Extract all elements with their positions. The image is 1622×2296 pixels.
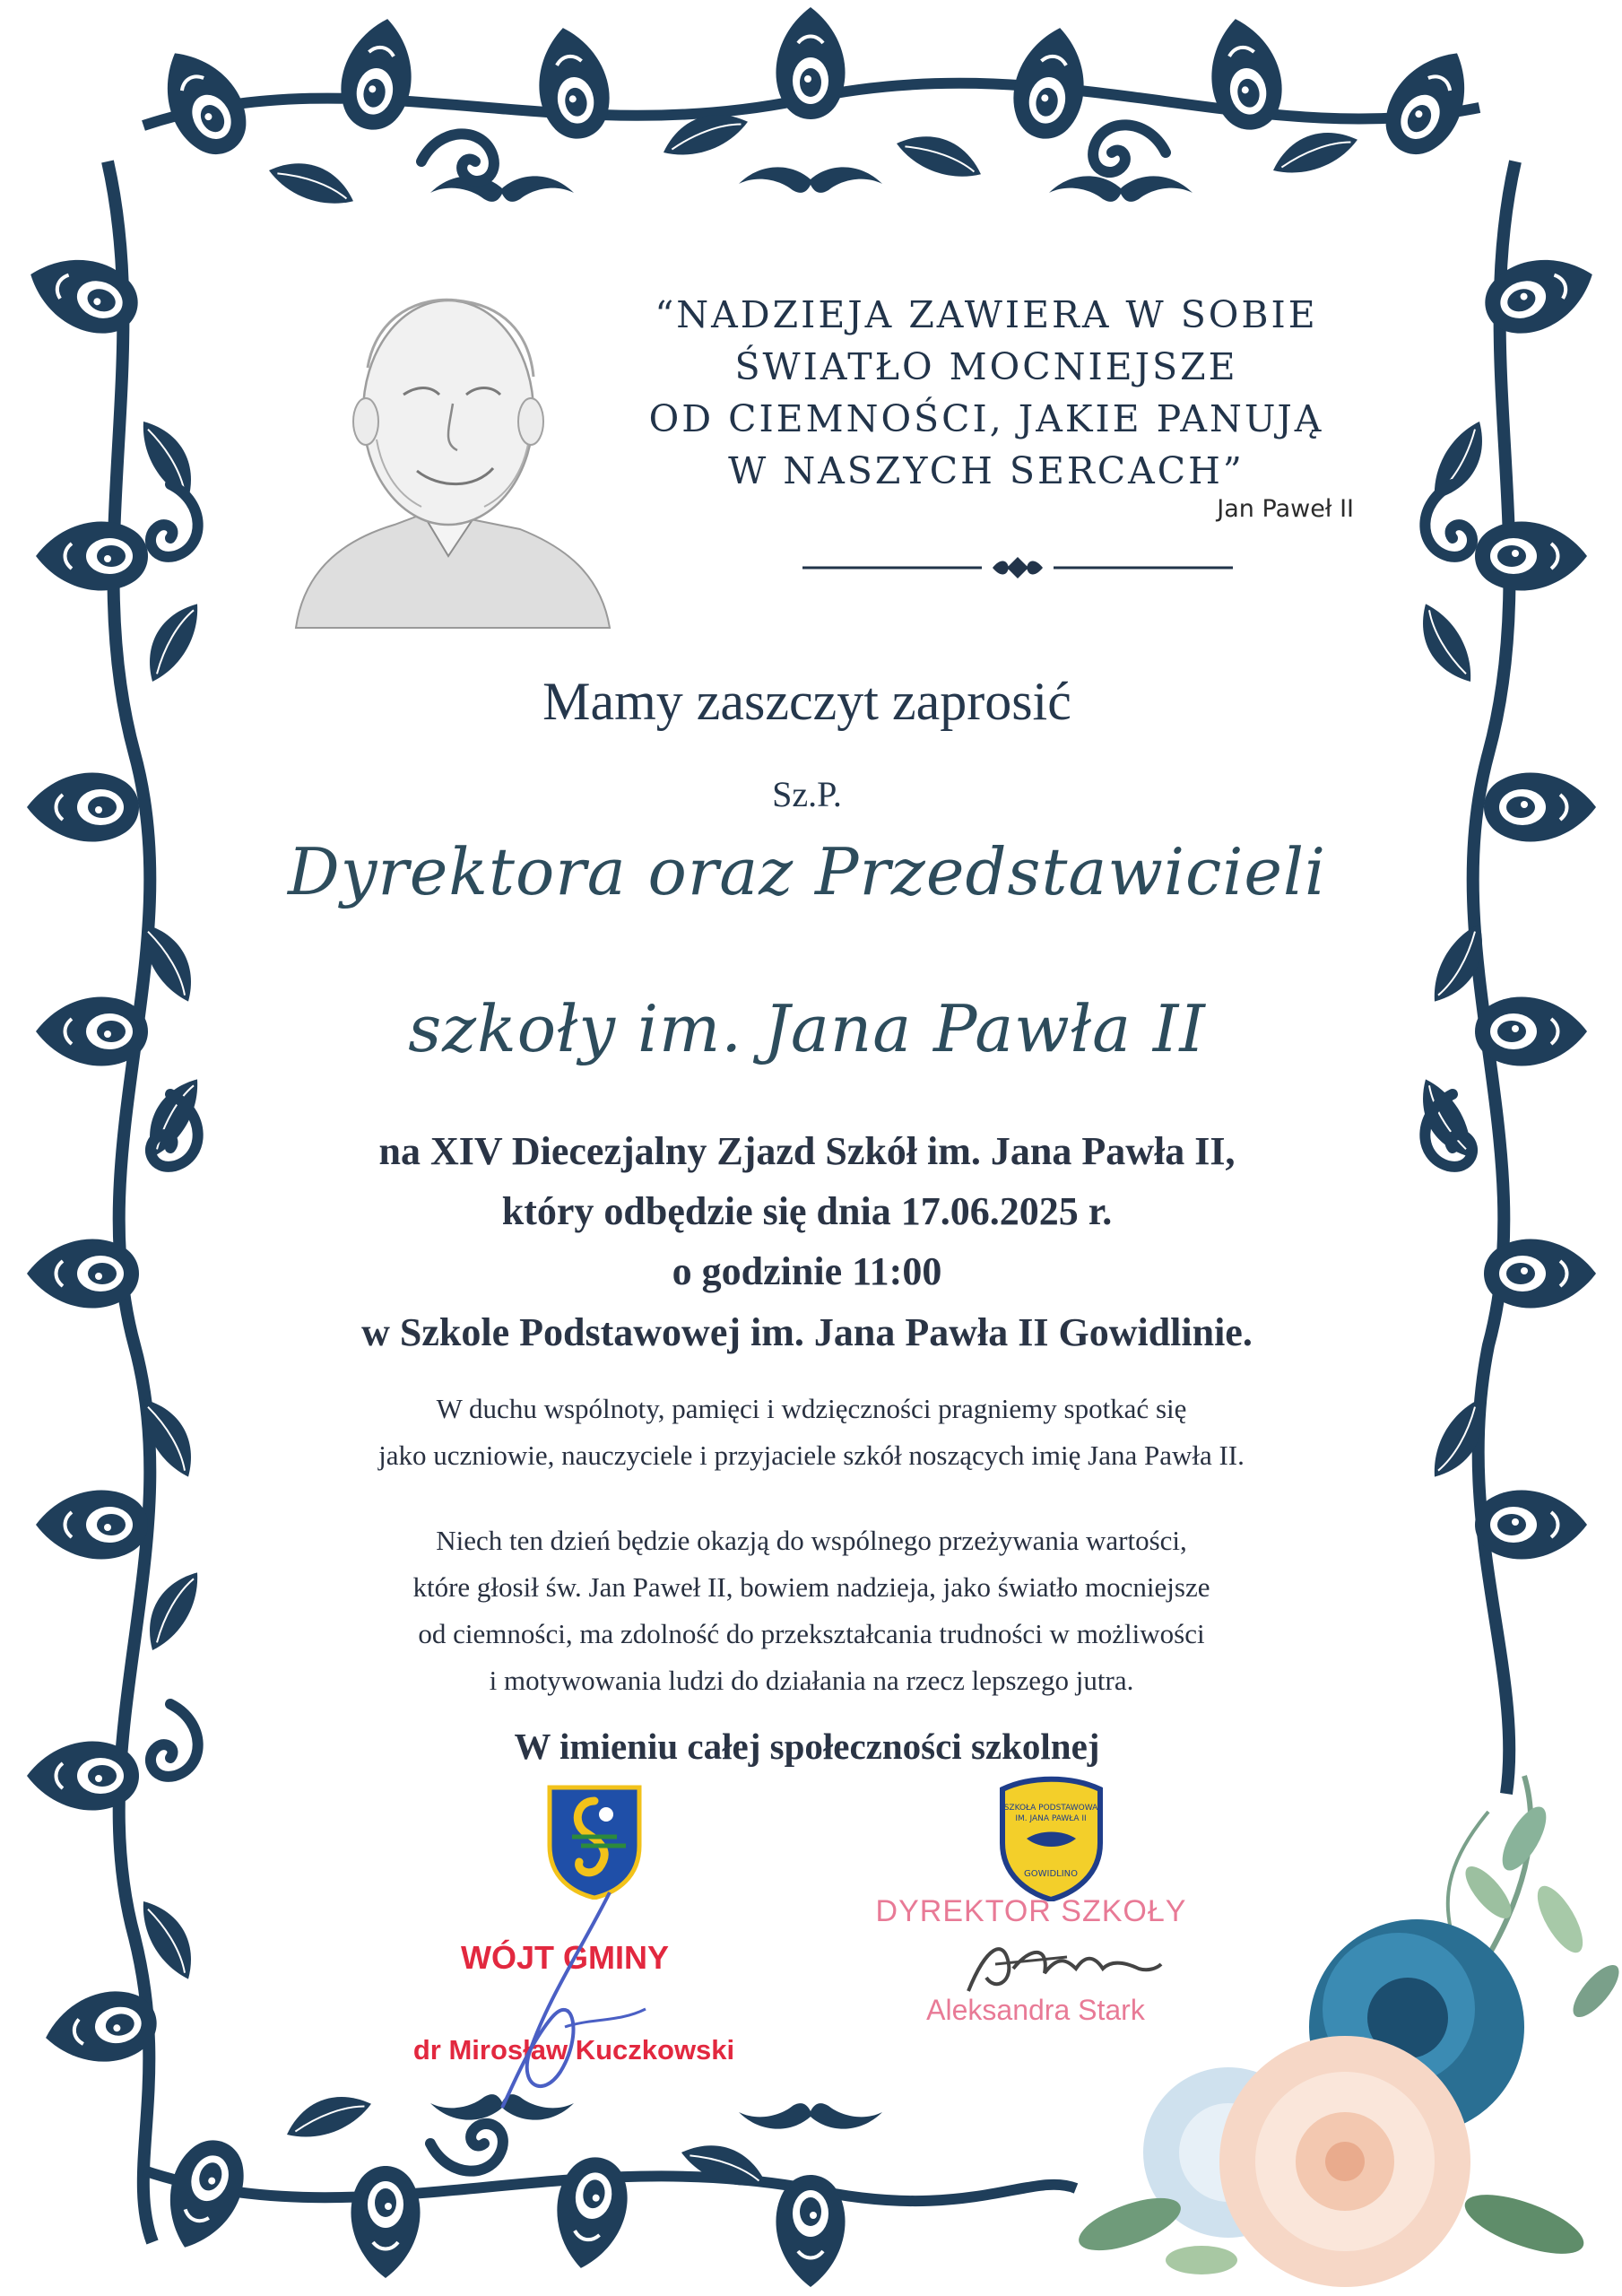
invitation-heading: Mamy zaszczyt zaprosić: [542, 672, 1071, 731]
quote-author: Jan Paweł II: [1217, 495, 1354, 523]
paragraph-1-line: jako uczniowie, nauczyciele i przyjaciele szkół noszących imię Jana Pawła II.: [378, 1439, 1245, 1471]
dyrektor-stamp-name: Aleksandra Stark: [926, 1994, 1145, 2026]
paragraph-2-line: które głosił św. Jan Paweł II, bowiem nadzieja, jako światło mocniejsze: [412, 1571, 1210, 1603]
recipient-line-2: szkoły im. Jana Pawła II: [408, 991, 1206, 1066]
wojt-signature: [475, 1883, 672, 2117]
school-crest-text: IM. JANA PAWŁA II: [1015, 1814, 1087, 1823]
event-time: o godzinie 11:00: [672, 1249, 942, 1293]
paragraph-2-line: i motywowania ludzi do działania na rzecz lepszego jutra.: [489, 1665, 1134, 1696]
ornament-divider: [802, 554, 1233, 581]
wojt-stamp-title: WÓJT GMINY: [461, 1939, 669, 1976]
portrait-sketch: [269, 260, 628, 655]
paragraph-2-line: od ciemności, ma zdolność do przekształcania trudności w możliwości: [418, 1618, 1205, 1649]
quote-line: ŚWIATŁO MOCNIEJSZE: [734, 345, 1238, 388]
quote: [628, 289, 1345, 497]
closing-line: W imieniu całej społeczności szkolnej: [514, 1726, 1100, 1767]
paragraph-2-line: Niech ten dzień będzie okazją do wspólnego przeżywania wartości,: [436, 1525, 1187, 1556]
recipient-line-1: Dyrektora oraz Przedstawicieli: [287, 834, 1327, 909]
quote-line: W NASZYCH SERCACH”: [728, 449, 1245, 492]
quote-line: OD CIEMNOŚCI, JAKIE PANUJĄ: [648, 397, 1324, 440]
event-date: który odbędzie się dnia 17.06.2025 r.: [501, 1189, 1113, 1233]
salutation: Sz.P.: [772, 774, 842, 814]
gmina-crest-icon: [545, 1783, 644, 1900]
flower-bouquet: [1022, 1758, 1622, 2296]
event-title: na XIV Diecezjalny Zjazd Szkół im. Jana Pawła II,: [378, 1129, 1236, 1173]
school-crest-text: SZKOŁA PODSTAWOWA: [1003, 1804, 1098, 1813]
event-venue: w Szkole Podstawowej im. Jana Pawła II Gowidlinie.: [361, 1310, 1253, 1354]
wojt-stamp-name: dr Mirosław Kuczkowski: [412, 2034, 735, 2066]
paragraph-1-line: W duchu wspólnoty, pamięci i wdzięczności pragniemy spotkać się: [436, 1393, 1187, 1424]
dyrektor-stamp-title: DYREKTOR SZKOŁY: [875, 1894, 1187, 1928]
quote-line: “NADZIEJA ZAWIERA W SOBIE: [655, 293, 1318, 336]
school-crest-text: GOWIDLINO: [1023, 1869, 1079, 1879]
